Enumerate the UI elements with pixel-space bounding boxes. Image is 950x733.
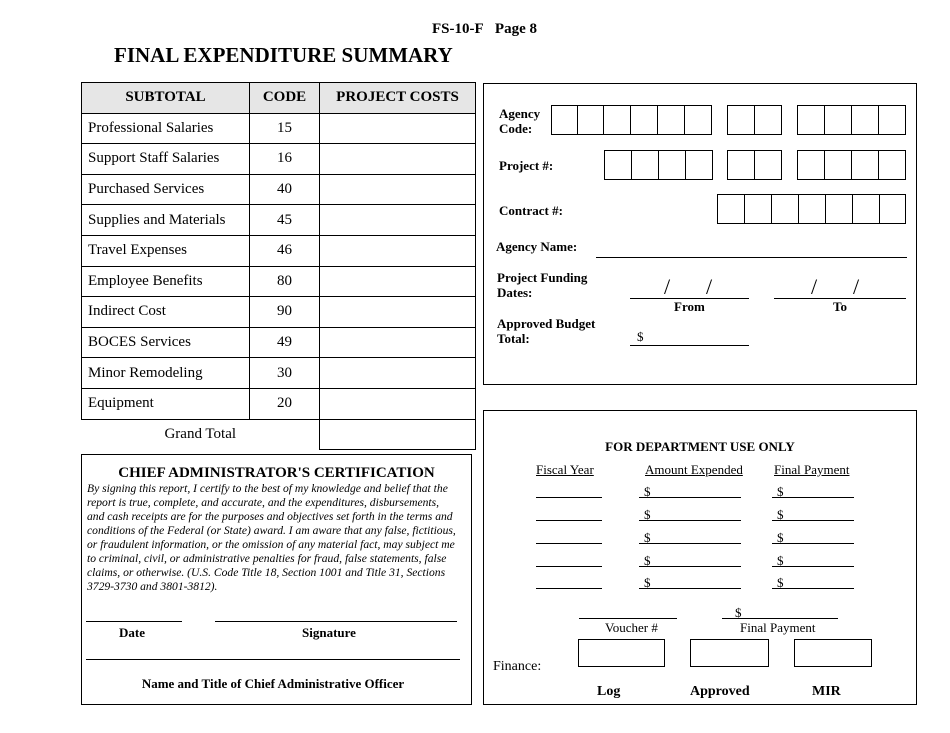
mir-box[interactable] <box>794 639 872 667</box>
cost-input[interactable] <box>320 358 476 389</box>
cost-input[interactable] <box>320 205 476 236</box>
approved-budget-label: Approved Budget Total: <box>497 316 596 346</box>
to-label: To <box>833 299 847 314</box>
cost-input[interactable] <box>320 297 476 328</box>
page-number: Page 8 <box>494 21 537 37</box>
budget-dollar: $ <box>637 329 644 344</box>
amount-expended-header: Amount Expended <box>645 462 743 477</box>
table-row: BOCES Services 49 <box>82 327 476 358</box>
approved-box[interactable] <box>690 639 769 667</box>
from-slash-1: / <box>664 274 671 299</box>
cost-input[interactable] <box>320 144 476 175</box>
agency-name-input[interactable] <box>596 257 907 258</box>
cost-input[interactable] <box>320 388 476 419</box>
fiscal-year-header: Fiscal Year <box>536 462 594 477</box>
cost-input[interactable] <box>320 266 476 297</box>
cert-title: CHIEF ADMINISTRATOR'S CERTIFICATION <box>118 465 435 481</box>
officer-label: Name and Title of Chief Administrative Officer <box>141 676 405 691</box>
voucher-label: Voucher # <box>605 620 658 635</box>
agency-name-label: Agency Name: <box>496 239 578 254</box>
table-row: Equipment 20 <box>82 388 476 419</box>
agency-code-label: Agency Code: <box>499 106 541 136</box>
table-row: Purchased Services 40 <box>82 174 476 205</box>
mir-label: MIR <box>812 684 841 699</box>
final-payment-header: Final Payment <box>774 462 850 477</box>
date-label: Date <box>119 625 145 640</box>
dept-box: FOR DEPARTMENT USE ONLY Fiscal Year Amount Expended Final Payment $ $ $ $ $ $ $ $ $ $ Voucher # $ Final Payment Finance: Log Approved MIR <box>483 410 917 705</box>
col-code: CODE <box>250 83 320 114</box>
grand-total-row: Grand Total <box>82 419 476 450</box>
cost-input[interactable] <box>320 174 476 205</box>
final-payment-label: Final Payment <box>740 620 816 635</box>
col-subtotal: SUBTOTAL <box>82 83 250 114</box>
table-row: Professional Salaries 15 <box>82 113 476 144</box>
final-payment-input[interactable] <box>722 618 838 619</box>
certification-box <box>81 454 472 705</box>
final-payment-dollar: $ <box>735 605 742 620</box>
cert-text: By signing this report, I certify to the best of my knowledge and belief that the report is true, complete, and accurate, and the expenditures, disbursements, and cash receipts are for the purposes and objectives set forth in the terms and conditions of the Federal (or State) award. I am aware that any false, fictitious, or fraudulent information, or the omission of any material fact, may subject me to criminal, civil, or administrative penalties for fraud, false statements, false claims, or otherwise. (U.S. Code Title 18, Section 1001 and Title 31, Sections 3729-3730 and 3801-3812). <box>87 482 456 593</box>
table-row: Support Staff Salaries 16 <box>82 144 476 175</box>
contract-number-label: Contract #: <box>499 203 563 218</box>
from-slash-2: / <box>706 274 713 299</box>
grand-total-input[interactable] <box>320 419 476 450</box>
table-row: Minor Remodeling 30 <box>82 358 476 389</box>
cost-input[interactable] <box>320 113 476 144</box>
page-title: FINAL EXPENDITURE SUMMARY <box>114 43 453 67</box>
agency-box <box>483 83 917 385</box>
budget-input[interactable] <box>630 345 749 346</box>
funding-dates-label: Project Funding Dates: <box>497 270 588 300</box>
table-row: Supplies and Materials 45 <box>82 205 476 236</box>
finance-label: Finance: <box>493 659 542 674</box>
col-project-costs: PROJECT COSTS <box>320 83 476 114</box>
cost-input[interactable] <box>320 235 476 266</box>
log-label: Log <box>597 684 621 699</box>
project-number-label: Project #: <box>499 158 554 173</box>
to-slash-2: / <box>853 274 860 299</box>
table-row: Indirect Cost 90 <box>82 297 476 328</box>
to-slash-1: / <box>811 274 818 299</box>
voucher-input[interactable] <box>579 618 677 619</box>
signature-label: Signature <box>302 625 356 640</box>
cost-input[interactable] <box>320 327 476 358</box>
dept-title: FOR DEPARTMENT USE ONLY <box>605 439 795 454</box>
approved-label: Approved <box>690 684 750 699</box>
form-id: FS-10-F Page 8 <box>432 21 537 37</box>
table-row: Travel Expenses 46 <box>82 235 476 266</box>
from-label: From <box>674 299 705 314</box>
expenditure-table <box>81 82 476 450</box>
log-box[interactable] <box>578 639 665 667</box>
table-row: Employee Benefits 80 <box>82 266 476 297</box>
